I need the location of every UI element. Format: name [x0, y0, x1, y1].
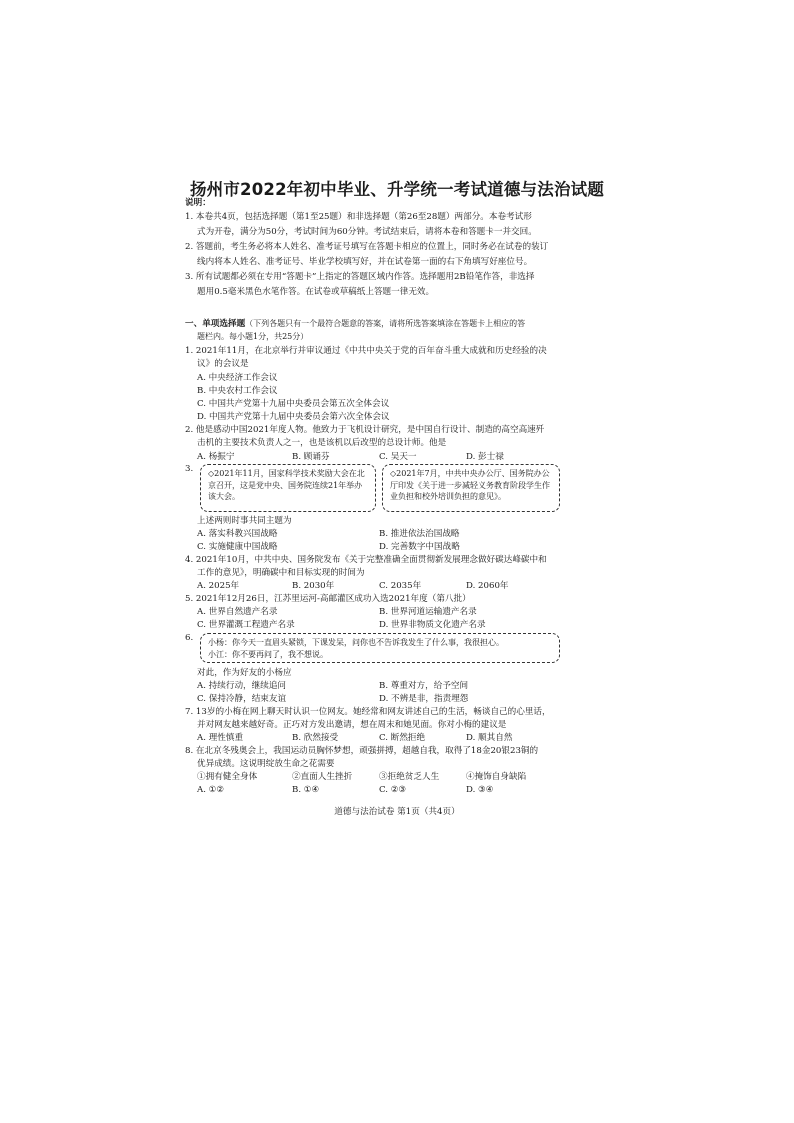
question-2-option-a: A. 杨振宁	[197, 452, 235, 462]
section-heading: 一、单项选择题	[185, 319, 246, 329]
question-7-option-b: B. 欣然接受	[292, 733, 339, 743]
question-5-option-b: B. 世界河道运输遗产名录	[379, 607, 477, 617]
question-4-stem: 工作的意见》，明确碳中和目标实现的时间为	[197, 568, 365, 578]
question-8-item-4: ④掩饰自身缺陷	[466, 772, 527, 782]
question-6-dialog-line: 小杨：你今天一直眉头紧锁，下课发呆，问你也不告诉我发生了什么事，我很担心。	[208, 638, 504, 647]
question-3-option-a: A. 落实科教兴国战略	[197, 529, 278, 539]
question-2-option-c: C. 吴天一	[379, 452, 417, 462]
notes-line: 题用0.5毫米黑色水笔作答。在试卷或草稿纸上答题一律无效。	[197, 287, 435, 297]
notes-line: 1. 本卷共4页，包括选择题（第1至25题）和非选择题（第26至28题）两部分。本卷考试形	[185, 212, 532, 222]
question-1-stem: 1. 2021年11月，在北京举行并审议通过《中共中央关于党的百年奋斗重大成就和历史经验的决	[185, 346, 547, 356]
notes-line: 式为开卷，满分为50分，考试时间为60分钟。考试结束后，请将本卷和答题卡一并交回。	[197, 227, 537, 237]
question-4-option-a: A. 2025年	[197, 581, 240, 591]
question-6-dialog-box	[200, 633, 560, 663]
question-3-stem: 上述两则时事共同主题为	[197, 516, 292, 526]
question-6-number: 6.	[185, 633, 194, 643]
question-8-item-3: ③拒绝贫乏人生	[379, 772, 440, 782]
question-5-option-d: D. 世界非物质文化遗产名录	[379, 620, 486, 630]
section-desc: （下列各题只有一个最符合题意的答案，请将所选答案填涂在答题卡上相应的答	[245, 319, 526, 328]
question-1-stem: 议》的会议是	[197, 359, 249, 369]
question-5-option-a: A. 世界自然遗产名录	[197, 607, 278, 617]
question-8-option-d: D. ③④	[466, 785, 494, 795]
notes-line: 2. 答题前，考生务必将本人姓名、准考证号填写在答题卡相应的位置上，同时务必在试卷的装订	[185, 242, 549, 252]
question-8-option-c: C. ②③	[379, 785, 407, 795]
question-5-stem: 5. 2021年12月26日，江苏里运河-高邮灌区成功入选2021年度（第八批）	[185, 594, 471, 604]
question-7-option-d: D. 顺其自然	[466, 733, 513, 743]
question-1-option-b: B. 中央农村工作会议	[197, 386, 278, 396]
notes-line: 线内将本人姓名、准考证号、毕业学校填写好，并在试卷第一面的右下角填写好座位号。	[197, 257, 533, 267]
page-title: 扬州市2022年初中毕业、升学统一考试道德与法治试题	[189, 180, 605, 199]
question-2-stem: 2. 他是感动中国2021年度人物。他致力于飞机设计研究，是中国自行设计、制造的高空高速歼	[185, 425, 545, 435]
question-6-stem: 对此，作为好友的小杨应	[197, 668, 292, 678]
question-3-option-d: D. 完善数字中国战略	[379, 542, 460, 552]
notes-heading: 说明：	[185, 198, 211, 208]
question-7-stem: 7. 13岁的小梅在网上聊天时认识一位网友。她经常和网友讲述自己的生活，畅谈自己的心里话，	[185, 707, 551, 717]
question-6-option-d: D. 不辨是非，指责埋怨	[379, 694, 469, 704]
question-8-stem: 8. 在北京冬残奥会上，我国运动员胸怀梦想，顽强拼搏，超越自我，取得了18金20银23铜的	[185, 746, 539, 756]
question-6-option-c: C. 保持冷静，结束友谊	[197, 694, 287, 704]
question-4-option-b: B. 2030年	[292, 581, 335, 591]
question-4-option-d: D. 2060年	[466, 581, 509, 591]
question-4-option-c: C. 2035年	[379, 581, 422, 591]
page-footer: 道德与法治试卷 第1页（共4页）	[334, 807, 460, 817]
question-2-stem: 击机的主要技术负责人之一，也是该机以后改型的总设计师。他是	[197, 438, 447, 448]
question-8-option-a: A. ①②	[197, 785, 225, 795]
question-2-option-d: D. 彭士禄	[466, 452, 504, 462]
question-6-option-b: B. 尊重对方，给予空间	[379, 681, 469, 691]
question-2-option-b: B. 顾诵芬	[292, 452, 330, 462]
question-6-dialog-line: 小江：你不要再问了，我不想说。	[208, 649, 328, 659]
question-8-stem: 优异成绩。这说明绽放生命之花需要	[197, 759, 335, 769]
question-3-option-c: C. 实施健康中国战略	[197, 542, 278, 552]
question-7-option-a: A. 理性慎重	[197, 733, 244, 743]
question-3-number: 3.	[185, 464, 194, 474]
section-desc: 题栏内。每小题1分，共25分）	[197, 332, 309, 341]
section-heading-line	[185, 318, 525, 330]
question-4-stem: 4. 2021年10月，中共中央、国务院发布《关于完整准确全面贯彻新发展理念做好碳达峰碳中和	[185, 555, 547, 565]
question-8-item-1: ①拥有健全身体	[197, 772, 258, 782]
question-3-option-b: B. 推进依法治国战略	[379, 529, 460, 539]
question-6-option-a: A. 持续行动，继续追问	[197, 681, 287, 691]
question-7-stem: 并对网友越来越好奇。正巧对方发出邀请，想在周末和她见面。你对小梅的建议是	[197, 720, 507, 730]
question-5-option-c: C. 世界灌溉工程遗产名录	[197, 620, 295, 630]
question-3-box-left: ◇2021年11月，国家科学技术奖励大会在北京召开，这是党中央、国务院连续21年举办该大会。	[200, 464, 376, 512]
question-1-option-d: D. 中国共产党第十九届中央委员会第六次全体会议	[197, 412, 390, 422]
question-7-option-c: C. 断然拒绝	[379, 733, 426, 743]
question-8-item-2: ②直面人生挫折	[292, 772, 353, 782]
question-1-option-c: C. 中国共产党第十九届中央委员会第五次全体会议	[197, 399, 390, 409]
question-8-option-b: B. ①④	[292, 785, 320, 795]
question-1-option-a: A. 中央经济工作会议	[197, 373, 278, 383]
question-3-box-right: ◇2021年7月，中共中央办公厅、国务院办公厅印发《关于进一步减轻义务教育阶段学生作业负担和校外培训负担的意见》。	[382, 464, 560, 512]
notes-line: 3. 所有试题都必须在专用“答题卡”上指定的答题区域内作答。选择题用2B铅笔作答，非选择	[185, 272, 535, 282]
